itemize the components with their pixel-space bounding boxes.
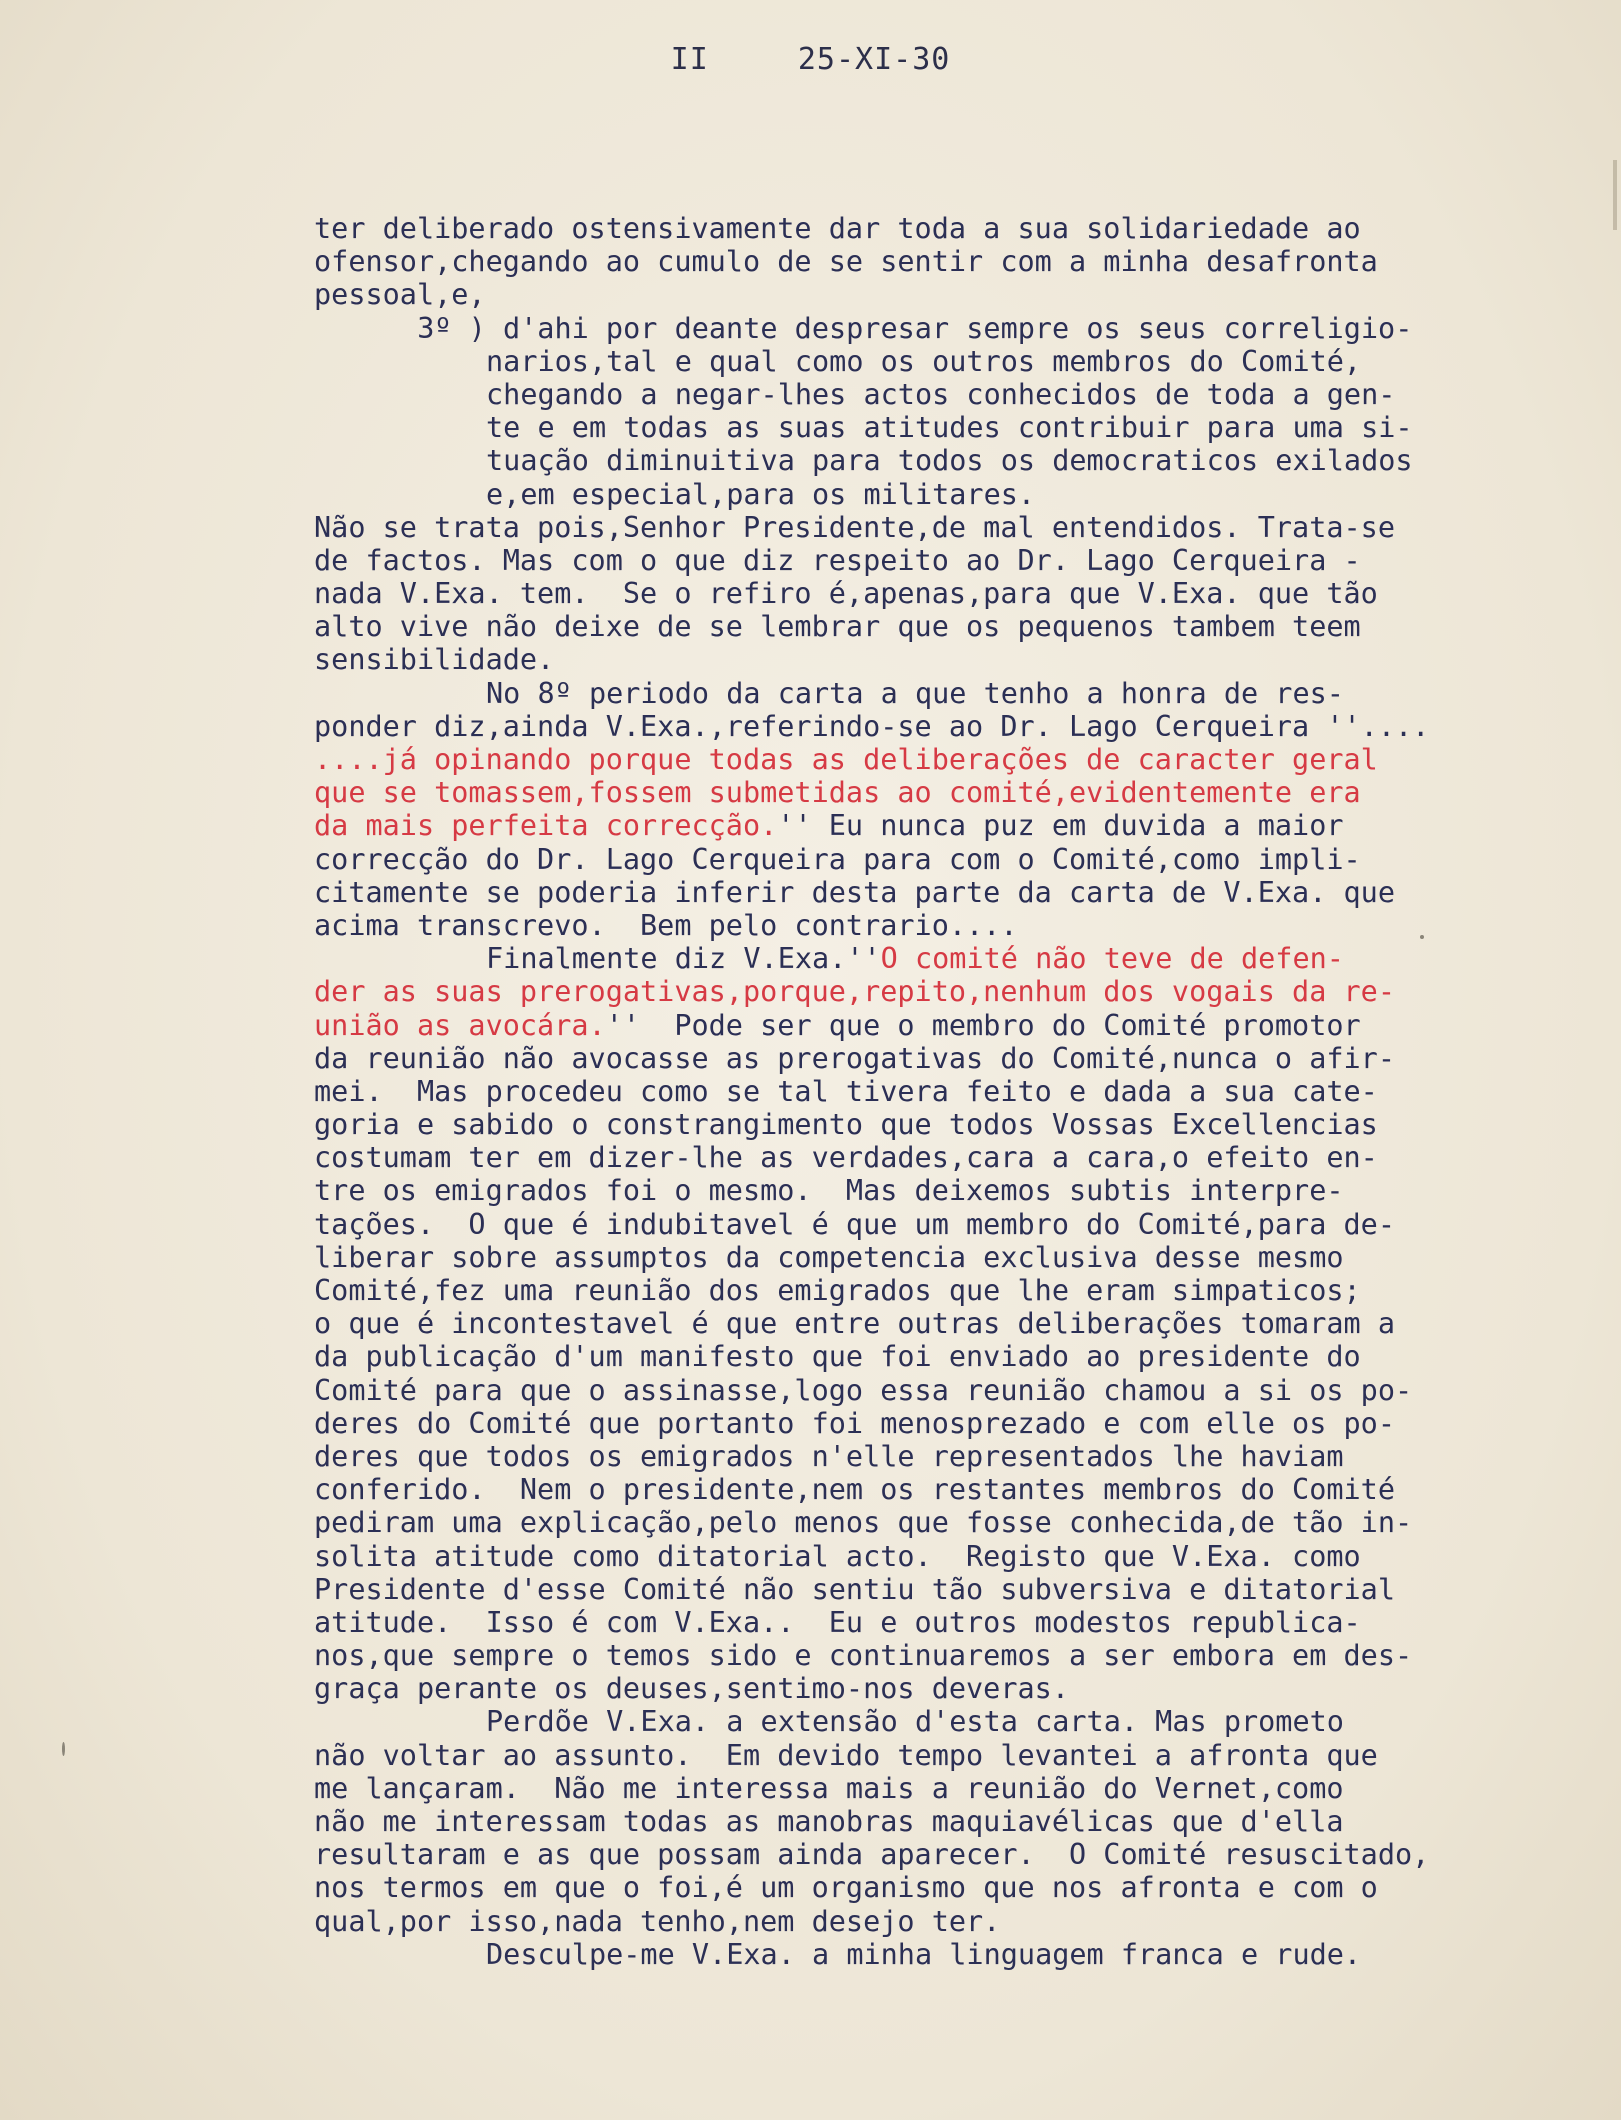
line-text: ofensor,chegando ao cumulo de se sentir com a minha desafronta <box>314 245 1378 279</box>
line-text: de factos. Mas com o que diz respeito ao Dr. Lago Cerqueira - <box>314 543 1361 577</box>
text-line <box>314 1241 1604 1274</box>
letter-body <box>314 212 1604 1971</box>
line-text: alto vive não deixe de se lembrar que os pequenos tambem teem <box>314 610 1361 644</box>
line-text: me lançaram. Não me interessa mais a reunião do Vernet,como <box>314 1771 1344 1805</box>
line-text: ter deliberado ostensivamente dar toda a sua solidariedade ao <box>314 212 1361 245</box>
text-line <box>314 312 1604 345</box>
text-line <box>314 1274 1604 1307</box>
line-text: conferido. Nem o presidente,nem os restantes membros do Comité <box>314 1473 1395 1507</box>
text-line <box>314 245 1604 278</box>
text-line <box>314 1108 1604 1141</box>
line-text: tuação diminuitiva para todos os democraticos exilados <box>486 444 1413 478</box>
paper-edge-mark <box>1613 160 1617 230</box>
line-text: citamente se poderia inferir desta parte da carta de V.Exa. que <box>314 875 1395 909</box>
text-line <box>314 478 1604 511</box>
line-text: qual,por isso,nada tenho,nem desejo ter. <box>314 1904 1001 1938</box>
line-text: mei. Mas procedeu como se tal tivera feito e dada a sua cate- <box>314 1074 1378 1108</box>
line-text: Comité para que o assinasse,logo essa reunião chamou a si os po- <box>314 1373 1413 1407</box>
line-text: o que é incontestavel é que entre outras deliberações tomaram a <box>314 1307 1395 1341</box>
line-text: '' Eu nunca puz em duvida a maior <box>777 809 1344 843</box>
line-text: nos termos em que o foi,é um organismo que nos afronta e com o <box>314 1871 1378 1905</box>
text-line <box>314 345 1604 378</box>
line-text: liberar sobre assumptos da competencia exclusiva desse mesmo <box>314 1240 1344 1274</box>
line-text: nada V.Exa. tem. Se o refiro é,apenas,para que V.Exa. que tão <box>314 577 1378 611</box>
text-line <box>314 1805 1604 1838</box>
text-line <box>314 1506 1604 1539</box>
text-line <box>314 1606 1604 1639</box>
text-line <box>314 643 1604 676</box>
text-line <box>314 975 1604 1008</box>
line-text: goria e sabido o constrangimento que todos Vossas Excellencias <box>314 1108 1378 1142</box>
text-line <box>314 1639 1604 1672</box>
text-line <box>314 411 1604 444</box>
text-line <box>314 278 1604 311</box>
line-text: Não se trata pois,Senhor Presidente,de mal entendidos. Trata-se <box>314 510 1395 544</box>
line-text: Perdõe V.Exa. a extensão d'esta carta. Mas prometo <box>486 1705 1344 1739</box>
text-line <box>314 1374 1604 1407</box>
line-text: atitude. Isso é com V.Exa.. Eu e outros modestos republica- <box>314 1605 1361 1639</box>
line-text: correcção do Dr. Lago Cerqueira para com o Comité,como impli- <box>314 842 1361 876</box>
quoted-text-red: ....já opinando porque todas as deliberações de caracter geral <box>314 743 1378 776</box>
line-text: Comité,fez uma reunião dos emigrados que lhe eram simpaticos; <box>314 1274 1361 1307</box>
line-text: pessoal,e, <box>314 278 486 312</box>
text-line <box>314 378 1604 411</box>
line-text: acima transcrevo. Bem pelo contrario.... <box>314 908 1018 942</box>
text-line <box>314 1340 1604 1373</box>
text-line <box>314 1938 1604 1971</box>
text-line <box>314 1208 1604 1241</box>
line-text: '' Pode ser que o membro do Comité promotor <box>605 1008 1361 1042</box>
page-number: II <box>670 42 709 77</box>
line-text: Finalmente diz V.Exa.'' <box>486 942 881 976</box>
text-line <box>314 677 1604 710</box>
text-line <box>314 1075 1604 1108</box>
line-text: costumam ter em dizer-lhe as verdades,cara a cara,o efeito en- <box>314 1141 1378 1175</box>
paper-speck <box>1420 935 1424 939</box>
line-text: Desculpe-me V.Exa. a minha linguagem franca e rude. <box>486 1937 1362 1971</box>
line-text: ponder diz,ainda V.Exa.,referindo-se ao Dr. Lago Cerqueira ''.... <box>314 709 1430 743</box>
quoted-text-red: O comité não teve de defen- <box>880 942 1344 976</box>
text-line <box>314 577 1604 610</box>
line-text: 3º ) d'ahi por deante despresar sempre os seus correligio- <box>417 311 1413 345</box>
text-line <box>314 1573 1604 1606</box>
text-line <box>314 1905 1604 1938</box>
text-line <box>314 1739 1604 1772</box>
letter-date: 25-XI-30 <box>797 42 951 77</box>
quoted-text-red: der as suas prerogativas,porque,repito,nenhum dos vogais da re- <box>314 975 1395 1009</box>
line-text: No 8º periodo da carta a que tenho a honra de res- <box>486 676 1344 710</box>
text-line <box>314 809 1604 842</box>
paper-speck <box>62 1742 65 1756</box>
line-text: não me interessam todas as manobras maquiavélicas que d'ella <box>314 1805 1344 1838</box>
quoted-text-red: que se tomassem,fossem submetidas ao comité,evidentemente era <box>314 776 1361 810</box>
line-text: solita atitude como ditatorial acto. Registo que V.Exa. como <box>314 1539 1361 1573</box>
text-line <box>314 1141 1604 1174</box>
text-line <box>314 1540 1604 1573</box>
text-line <box>314 1473 1604 1506</box>
line-text: pediram uma explicação,pelo menos que fosse conhecida,de tão in- <box>314 1506 1413 1540</box>
line-text: da publicação d'um manifesto que foi enviado ao presidente do <box>314 1340 1361 1374</box>
line-text: graça perante os deuses,sentimo-nos deveras. <box>314 1672 1069 1706</box>
text-line <box>314 1672 1604 1705</box>
text-line <box>314 1307 1604 1340</box>
text-line <box>314 544 1604 577</box>
text-line <box>314 1407 1604 1440</box>
quoted-text-red: da mais perfeita correcção. <box>314 809 778 843</box>
text-line <box>314 511 1604 544</box>
line-text: narios,tal e qual como os outros membros do Comité, <box>486 344 1362 378</box>
text-line <box>314 1174 1604 1207</box>
line-text: não voltar ao assunto. Em devido tempo levantei a afronta que <box>314 1738 1378 1772</box>
line-text: resultaram e as que possam ainda aparecer. O Comité resuscitado, <box>314 1838 1430 1872</box>
line-text: da reunião não avocasse as prerogativas do Comité,nunca o afir- <box>314 1041 1395 1075</box>
quoted-text-red: união as avocára. <box>314 1008 606 1042</box>
line-text: nos,que sempre o temos sido e continuaremos a ser embora em des- <box>314 1639 1413 1673</box>
line-text: tre os emigrados foi o mesmo. Mas deixemos subtis interpre- <box>314 1174 1344 1208</box>
line-text: te e em todas as suas atitudes contribuir para uma si- <box>486 411 1413 445</box>
line-text: chegando a negar-lhes actos conhecidos de toda a gen- <box>486 377 1396 411</box>
page-header <box>0 42 1621 77</box>
line-text: deres do Comité que portanto foi menosprezado e com elle os po- <box>314 1406 1395 1440</box>
text-line <box>314 1705 1604 1738</box>
line-text: e,em especial,para os militares. <box>486 477 1036 511</box>
text-line <box>314 1009 1604 1042</box>
text-line <box>314 909 1604 942</box>
text-line <box>314 843 1604 876</box>
text-line <box>314 743 1604 776</box>
line-text: Presidente d'esse Comité não sentiu tão subversiva e ditatorial <box>314 1572 1395 1606</box>
text-line <box>314 1871 1604 1904</box>
text-line <box>314 444 1604 477</box>
text-line <box>314 1440 1604 1473</box>
line-text: sensibilidade. <box>314 643 555 677</box>
text-line <box>314 1838 1604 1871</box>
text-line <box>314 610 1604 643</box>
line-text: tações. O que é indubitavel é que um membro do Comité,para de- <box>314 1207 1395 1241</box>
text-line <box>314 212 1604 245</box>
text-line <box>314 710 1604 743</box>
text-line <box>314 942 1604 975</box>
text-line <box>314 1042 1604 1075</box>
text-line <box>314 876 1604 909</box>
line-text: deres que todos os emigrados n'elle representados lhe haviam <box>314 1439 1344 1473</box>
text-line <box>314 1772 1604 1805</box>
text-line <box>314 776 1604 809</box>
